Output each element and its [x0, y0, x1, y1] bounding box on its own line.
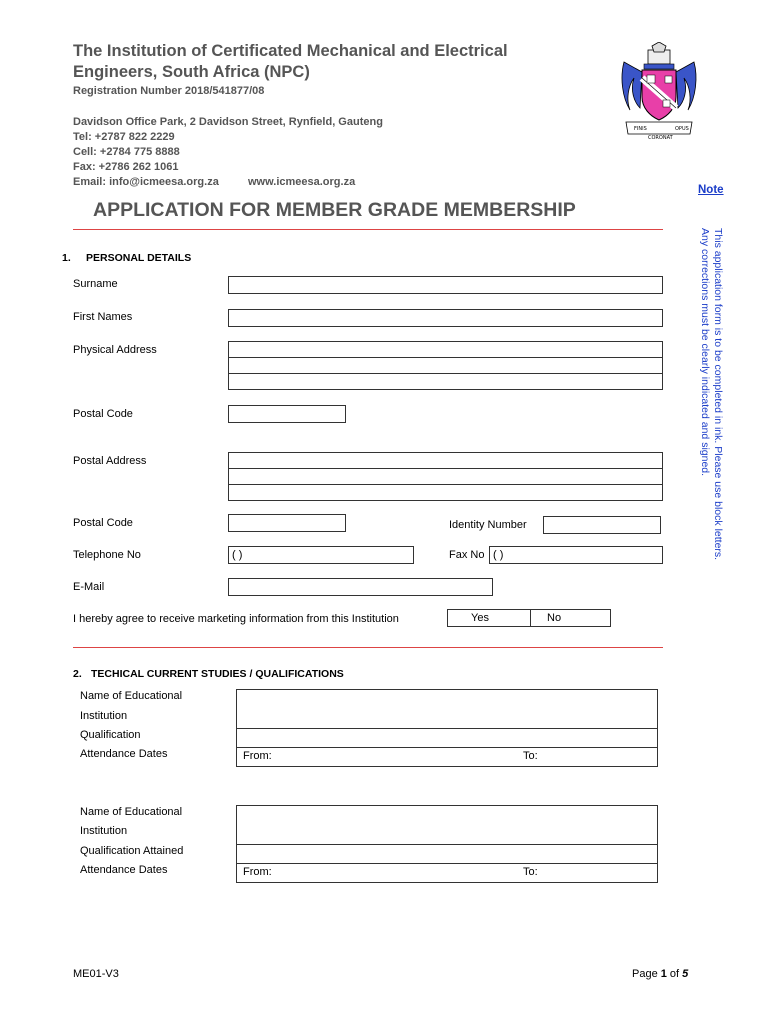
section2-number: 2.	[73, 668, 82, 680]
email-field[interactable]	[228, 578, 493, 596]
fax-field[interactable]	[489, 546, 663, 564]
first-names-field[interactable]	[228, 309, 663, 327]
page-prefix: Page	[632, 968, 661, 980]
yes-label: Yes	[471, 612, 489, 624]
physical-address-line2[interactable]	[228, 357, 663, 374]
first-names-label: First Names	[73, 311, 133, 323]
email-label: E-Mail	[73, 581, 105, 593]
b1-qualification-label: Qualification	[80, 729, 141, 741]
postal-address-label: Postal Address	[73, 455, 147, 467]
page-current: 1	[660, 968, 667, 980]
b1-institution-field[interactable]	[236, 689, 658, 729]
address: Davidson Office Park, 2 Davidson Street, Rynfield, Gauteng	[73, 116, 383, 128]
b1-attendance-field[interactable]	[236, 747, 658, 767]
yes-option[interactable]	[447, 609, 531, 627]
b2-qualification-label: Qualification Attained	[80, 845, 184, 857]
surname-label: Surname	[73, 278, 118, 290]
form-code: ME01-V3	[73, 968, 119, 980]
note-link[interactable]: Note	[698, 184, 724, 196]
coat-of-arms-logo	[620, 42, 698, 140]
b2-institution-field[interactable]	[236, 805, 658, 845]
identity-number-field[interactable]	[543, 516, 661, 534]
section2-title: TECHICAL CURRENT STUDIES / QUALIFICATIONS	[91, 668, 344, 680]
fax-prefix: ( )	[493, 549, 504, 561]
side-note	[699, 228, 726, 561]
physical-address-label: Physical Address	[73, 344, 157, 356]
telephone-label: Telephone No	[73, 549, 141, 561]
postal-code-field[interactable]	[228, 405, 346, 423]
svg-text:OPUS: OPUS	[675, 126, 689, 132]
svg-text:CORONAT: CORONAT	[648, 135, 673, 140]
postal-address-line3[interactable]	[228, 484, 663, 501]
fax: Fax: +2786 262 1061	[73, 161, 179, 173]
b2-attendance-label: Attendance Dates	[80, 864, 168, 876]
svg-text:FINIS: FINIS	[634, 126, 647, 132]
b2-to-label: To:	[523, 866, 538, 878]
registration-number: Registration Number 2018/541877/08	[73, 85, 265, 97]
telephone-field[interactable]	[228, 546, 414, 564]
email: Email: info@icmeesa.org.za	[73, 176, 219, 188]
postal-code2-label: Postal Code	[73, 517, 133, 529]
b2-institution-label-2: Institution	[80, 825, 128, 837]
side-note-line2: Any corrections must be clearly indicated and signed.	[699, 228, 711, 477]
fax-label: Fax No	[449, 549, 485, 561]
cell: Cell: +2784 775 8888	[73, 146, 180, 158]
org-name-line2: Engineers, South Africa (NPC)	[73, 63, 310, 81]
physical-address-line1[interactable]	[228, 341, 663, 358]
b1-institution-label-2: Institution	[80, 710, 128, 722]
tel: Tel: +2787 822 2229	[73, 131, 175, 143]
section-divider	[73, 647, 663, 648]
page-total: 5	[682, 968, 689, 980]
website-link[interactable]: www.icmeesa.org.za	[248, 176, 356, 188]
section1-number: 1.	[62, 252, 71, 264]
title-divider	[73, 229, 663, 230]
b2-qualification-field[interactable]	[236, 844, 658, 864]
org-name	[73, 41, 508, 83]
postal-code2-field[interactable]	[228, 514, 346, 532]
telephone-prefix: ( )	[232, 549, 243, 561]
postal-address-line2[interactable]	[228, 468, 663, 485]
page-of: of	[666, 968, 683, 980]
surname-field[interactable]	[228, 276, 663, 294]
b2-attendance-field[interactable]	[236, 863, 658, 883]
page-number	[632, 968, 688, 980]
no-option[interactable]	[530, 609, 611, 627]
side-note-line1: This application form is to be completed in ink. Please use block letters.	[712, 228, 724, 561]
b2-institution-label-1: Name of Educational	[80, 806, 183, 818]
b1-attendance-label: Attendance Dates	[80, 748, 168, 760]
identity-number-label: Identity Number	[449, 519, 527, 531]
org-name-line1: The Institution of Certificated Mechanical and Electrical	[73, 42, 508, 60]
b1-to-label: To:	[523, 750, 538, 762]
b1-institution-label-1: Name of Educational	[80, 690, 183, 702]
marketing-label: I hereby agree to receive marketing information from this Institution	[73, 613, 399, 625]
postal-code-label: Postal Code	[73, 408, 133, 420]
b1-from-label: From:	[243, 750, 272, 762]
b1-qualification-field[interactable]	[236, 728, 658, 748]
postal-address-line1[interactable]	[228, 452, 663, 469]
physical-address-line3[interactable]	[228, 373, 663, 390]
section1-title: PERSONAL DETAILS	[86, 252, 192, 264]
b2-from-label: From:	[243, 866, 272, 878]
no-label: No	[547, 612, 562, 624]
form-title: APPLICATION FOR MEMBER GRADE MEMBERSHIP	[93, 199, 576, 221]
